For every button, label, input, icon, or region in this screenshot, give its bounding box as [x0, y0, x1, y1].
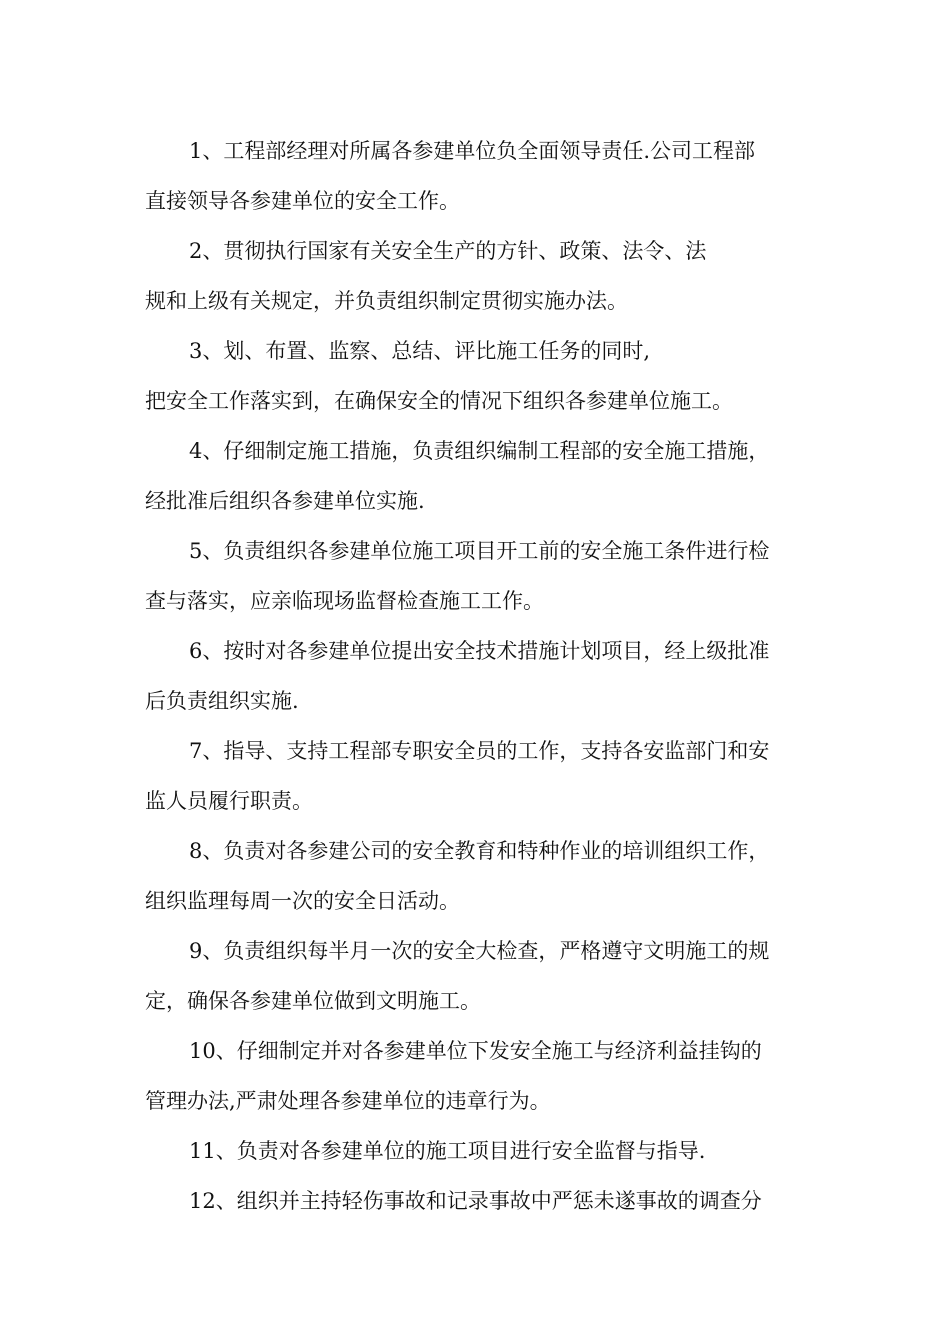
text-line: 监人员履行职责。 — [145, 789, 313, 813]
text-line: 6、按时对各参建单位提出安全技术措施计划项目，经上级批准 — [189, 639, 770, 663]
text-line: 直接领导各参建单位的安全工作。 — [145, 189, 460, 213]
text-line: 规和上级有关规定，并负责组织制定贯彻实施办法。 — [145, 289, 628, 313]
text-line: 4、仔细制定施工措施，负责组织编制工程部的安全施工措施， — [189, 439, 770, 463]
text-line: 2、贯彻执行国家有关安全生产的方针、政策、法令、法 — [189, 239, 707, 263]
text-line: 经批准后组织各参建单位实施. — [145, 489, 425, 513]
text-line: 8、负责对各参建公司的安全教育和特种作业的培训组织工作， — [189, 839, 770, 863]
text-line: 1、工程部经理对所属各参建单位负全面领导责任.公司工程部 — [189, 139, 756, 163]
text-line: 查与落实，应亲临现场监督检查施工工作。 — [145, 589, 544, 613]
text-line: 7、指导、支持工程部专职安全员的工作，支持各安监部门和安 — [189, 739, 770, 763]
text-line: 11、负责对各参建单位的施工项目进行安全监督与指导. — [189, 1139, 706, 1163]
text-line: 管理办法,严肃处理各参建单位的违章行为。 — [145, 1089, 551, 1113]
text-line: 把安全工作落实到，在确保安全的情况下组织各参建单位施工。 — [145, 389, 733, 413]
text-line: 定，确保各参建单位做到文明施工。 — [145, 989, 481, 1013]
text-line: 12、组织并主持轻伤事故和记录事故中严惩未遂事故的调查分 — [189, 1189, 762, 1213]
text-line: 10、仔细制定并对各参建单位下发安全施工与经济利益挂钩的 — [189, 1039, 762, 1063]
text-line: 后负责组织实施. — [145, 689, 299, 713]
text-line: 组织监理每周一次的安全日活动。 — [145, 889, 460, 913]
text-line: 5、负责组织各参建单位施工项目开工前的安全施工条件进行检 — [189, 539, 770, 563]
text-line: 9、负责组织每半月一次的安全大检查，严格遵守文明施工的规 — [189, 939, 770, 963]
document-body — [145, 126, 825, 1226]
text-line: 3、划、布置、监察、总结、评比施工任务的同时, — [189, 339, 651, 363]
